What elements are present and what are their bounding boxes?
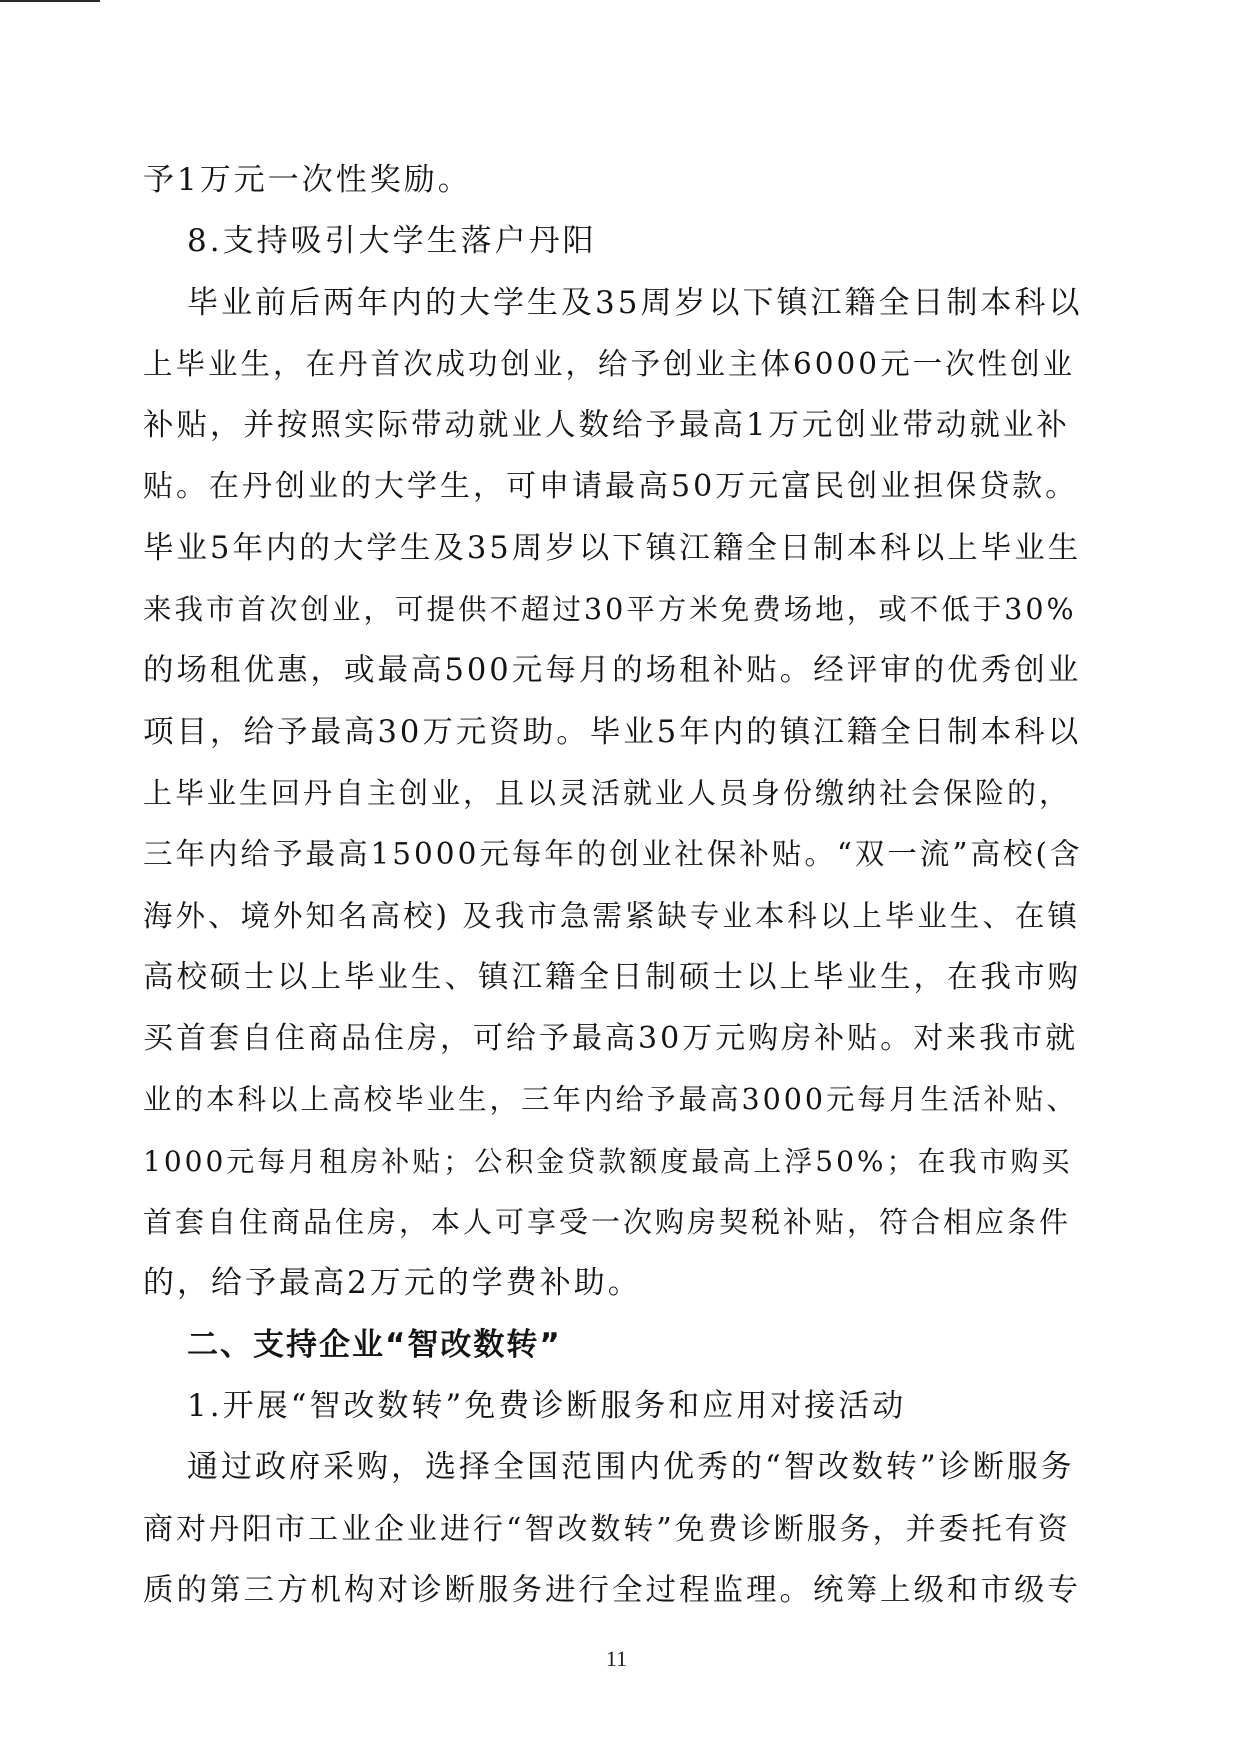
text-line: 业的本科以上高校毕业生，三年内给予最高3000元每月生活补贴、 [143, 1083, 1079, 1117]
text-line: 上毕业生，在丹首次成功创业，给予创业主体6000元一次性创业 [143, 346, 1076, 381]
text-line: 的场租优惠，或最高500元每月的场租补贴。经评审的优秀创业 [143, 653, 1082, 689]
page-body [143, 150, 1083, 1621]
text-line: 海外、境外知名高校) 及我市急需紧缺专业本科以上毕业生、在镇 [143, 898, 1080, 933]
text-line: 的，给予最高2万元的学费补助。 [143, 1265, 642, 1302]
text-line: 予1万元一次性奖励。 [143, 162, 472, 198]
text-line: 首套自住商品住房，本人可享受一次购房契税补贴，符合相应条件 [143, 1205, 1072, 1240]
page-number: 11 [605, 1646, 628, 1671]
text-line: 通过政府采购，选择全国范围内优秀的“智改数转”诊断服务 [187, 1449, 1075, 1486]
text-line: 高校硕士以上毕业生、镇江籍全日制硕士以上毕业生，在我市购 [143, 959, 1081, 995]
text-line: 毕业5年内的大学生及35周岁以下镇江籍全日制本科以上毕业生 [143, 530, 1082, 566]
text-line: 1.开展“智改数转”免费诊断服务和应用对接活动 [187, 1387, 907, 1424]
text-line: 来我市首次创业，可提供不超过30平方米免费场地，或不低于30% [143, 593, 1077, 627]
text-line: 补贴，并按照实际带动就业人数给予最高1万元创业带动就业补 [143, 408, 1070, 444]
text-line: 8.支持吸引大学生落户丹阳 [187, 223, 597, 260]
text-line: 毕业前后两年内的大学生及35周岁以下镇江籍全日制本科以 [187, 284, 1083, 321]
text-line: 1000元每月租房补贴；公积金贷款额度最高上浮50%；在我市购买 [143, 1144, 1073, 1178]
text-line: 上毕业生回丹自主创业，且以灵活就业人员身份缴纳社会保险的， [143, 775, 1072, 810]
text-line: 买首套自住商品住房，可给予最高30万元购房补贴。对来我市就 [143, 1021, 1079, 1057]
section-heading: 二、支持企业“智改数转” [187, 1326, 562, 1363]
scan-edge-mark [0, 0, 100, 2]
text-line: 项目，给予最高30万元资助。毕业5年内的镇江籍全日制本科以 [143, 714, 1082, 750]
text-line: 质的第三方机构对诊断服务进行全过程监理。统筹上级和市级专 [143, 1572, 1081, 1608]
text-line: 贴。在丹创业的大学生，可申请最高50万元富民创业担保贷款。 [143, 469, 1079, 505]
text-line: 商对丹阳市工业企业进行“智改数转”免费诊断服务，并委托有资 [143, 1511, 1071, 1547]
text-line: 三年内给予最高15000元每年的创业社保补贴。“双一流”高校(含 [143, 837, 1083, 872]
